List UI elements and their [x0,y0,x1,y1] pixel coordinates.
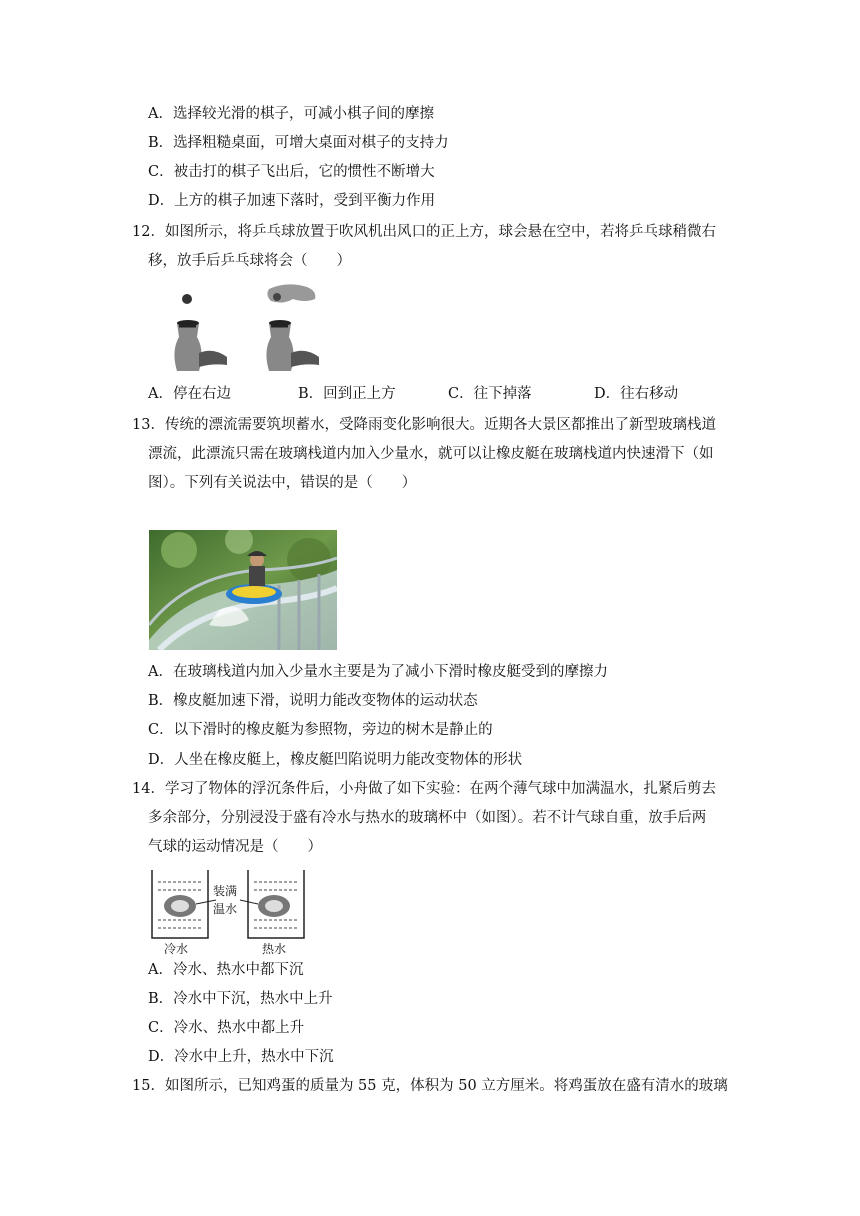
q13-stem-line2: 漂流，此漂流只需在玻璃栈道内加入少量水，就可以让橡皮艇在玻璃栈道内快速滑下（如 [148,446,714,462]
q11-option-a: A．选择较光滑的棋子，可减小棋子间的摩擦 [148,106,434,122]
q14-stem-line3: 气球的运动情况是（ ） [148,839,322,855]
q12-stem-line1: 12．如图所示，将乒乓球放置于吹风机出风口的正上方，球会悬在空中，若将乒乓球稍微右 [132,224,716,240]
q14-option-b: B．冷水中下沉，热水中上升 [148,991,333,1007]
q14-option-c: C．冷水、热水中都上升 [148,1020,305,1036]
q14-figure-balloons [148,866,312,956]
q14-stem-line2: 多余部分，分别浸没于盛有冷水与热水的玻璃杯中（如图）。若不计气球自重，放手后两 [148,810,707,826]
q13-photo-glass-slide [149,530,337,650]
q14-option-d: D．冷水中上升，热水中下沉 [148,1049,334,1065]
q12-option-c: C．往下掉落 [448,386,532,402]
q14-label-top: 装满 [213,884,238,898]
q13-option-c: C．以下滑时的橡皮艇为参照物，旁边的树木是静止的 [148,722,493,738]
q11-option-c: C．被击打的棋子飞出后，它的惯性不断增大 [148,164,435,180]
q13-option-a: A．在玻璃栈道内加入少量水主要是为了减小下滑时橡皮艇受到的摩擦力 [148,664,608,680]
q14-label-bottom: 温水 [213,902,238,916]
q12-figure-hairdryer [165,279,325,377]
q13-stem-line1: 13．传统的漂流需要筑坝蓄水，受降雨变化影响很大。近期各大景区都推出了新型玻璃栈道 [132,417,716,433]
q14-caption-cold: 冷水 [164,942,189,956]
q15-stem-line1: 15．如图所示，已知鸡蛋的质量为 55 克，体积为 50 立方厘米。将鸡蛋放在盛有清水的玻璃 [132,1078,728,1094]
q13-option-b: B．橡皮艇加速下滑，说明力能改变物体的运动状态 [148,693,478,709]
q14-option-a: A．冷水、热水中都下沉 [148,962,304,978]
q11-option-b: B．选择粗糙桌面，可增大桌面对棋子的支持力 [148,135,449,151]
q14-stem-line1: 14．学习了物体的浮沉条件后，小舟做了如下实验：在两个薄气球中加满温水，扎紧后剪去 [132,781,716,797]
q11-option-d: D．上方的棋子加速下落时，受到平衡力作用 [148,193,436,209]
q14-caption-hot: 热水 [262,942,287,956]
q13-stem-line3: 图）。下列有关说法中，错误的是（ ） [148,475,417,491]
q12-option-a: A．停在右边 [148,386,231,402]
q12-option-d: D．往右移动 [594,386,679,402]
q13-option-d: D．人坐在橡皮艇上，橡皮艇凹陷说明力能改变物体的形状 [148,752,523,768]
q12-stem-line2: 移，放手后乒乓球将会（ ） [148,253,351,269]
q12-option-b: B．回到正上方 [298,386,396,402]
